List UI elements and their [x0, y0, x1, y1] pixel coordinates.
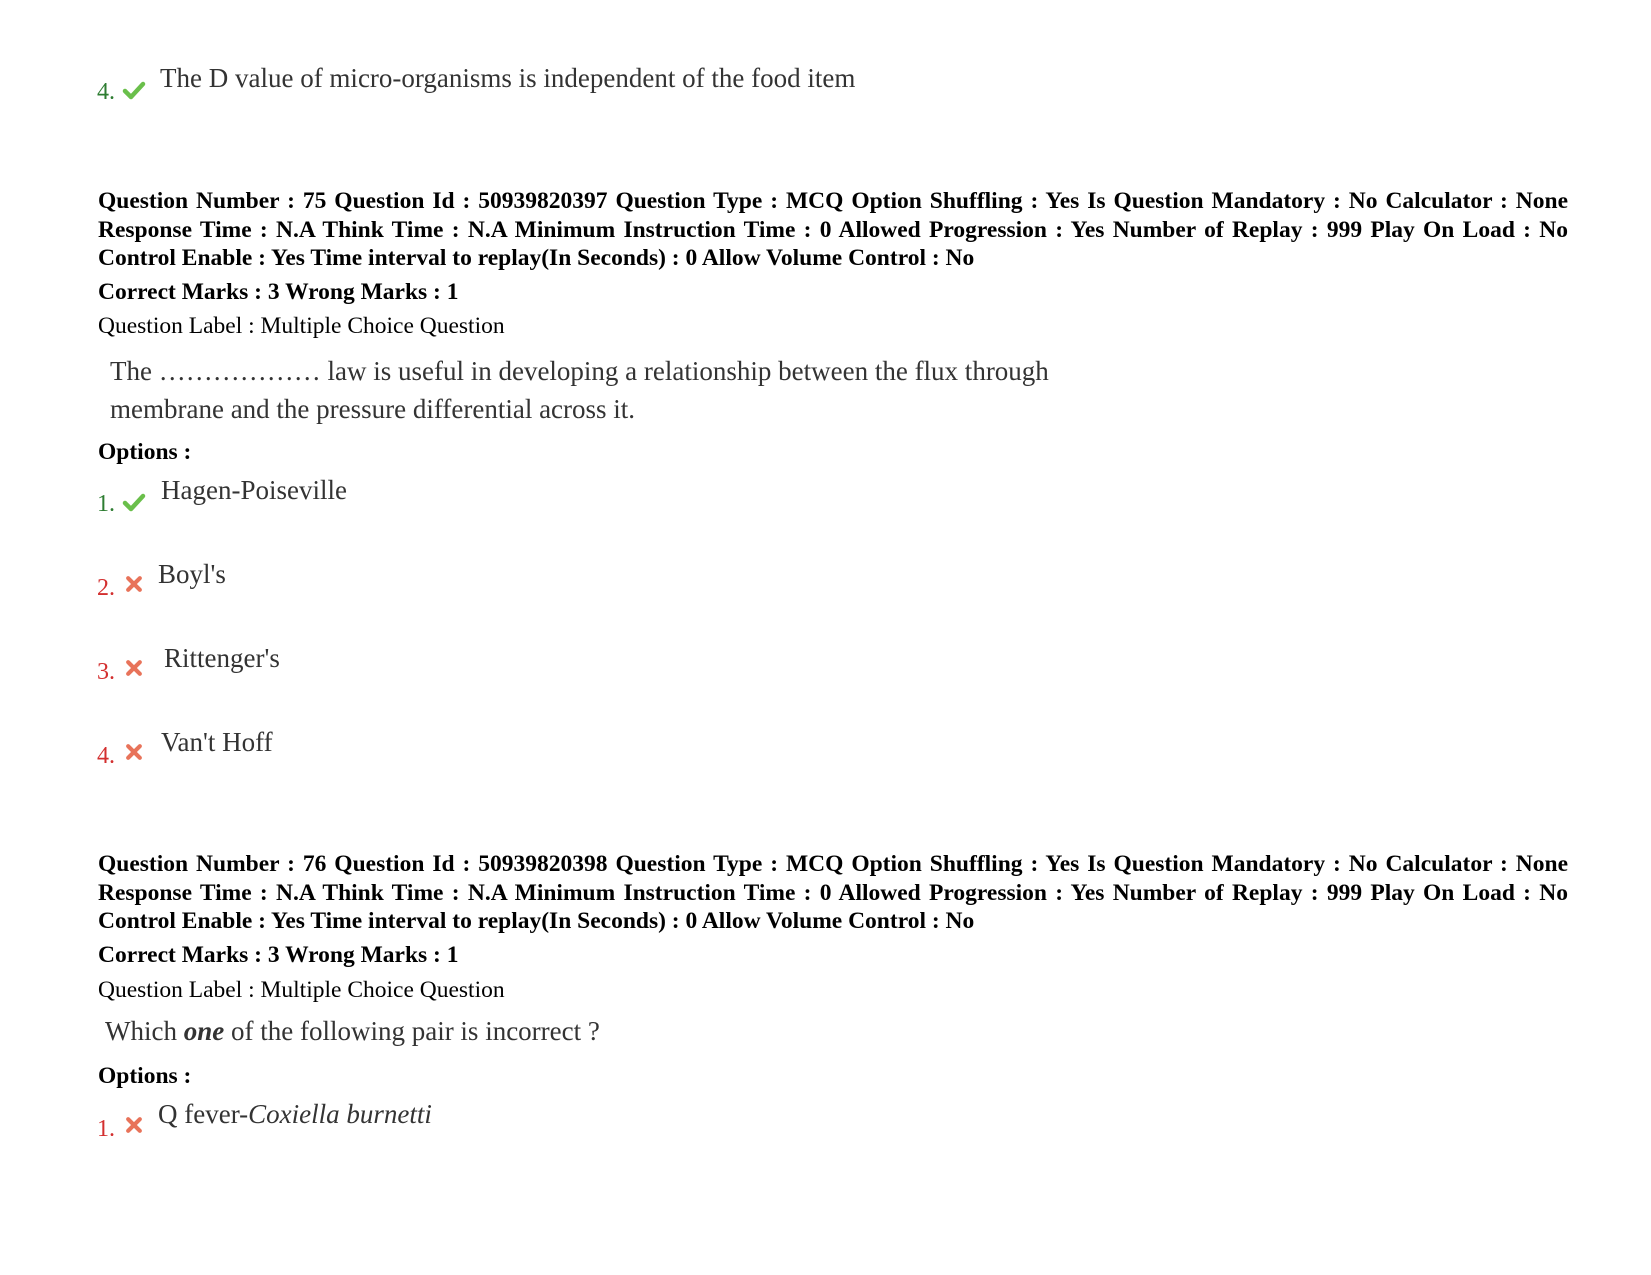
question-text-part: of the following pair is incorrect ? — [224, 1016, 600, 1046]
question-marks: Correct Marks : 3 Wrong Marks : 1 — [98, 942, 459, 968]
option-text-italic: Coxiella burnetti — [248, 1099, 432, 1129]
option-number: 3. — [97, 659, 115, 685]
cross-icon — [124, 574, 144, 594]
question-label: Question Label : Multiple Choice Question — [98, 313, 505, 339]
question-text — [110, 352, 1049, 428]
question-text — [105, 1012, 600, 1050]
question-text-line: membrane and the pressure differential across it. — [110, 394, 636, 424]
option-number: 4. — [97, 79, 115, 105]
question-text-part: Which — [105, 1016, 184, 1046]
option-text: Van't Hoff — [161, 727, 273, 757]
options-heading: Options : — [98, 1063, 192, 1089]
option-number: 1. — [97, 491, 115, 517]
question-text-line: The ……………… law is useful in developing a relationship between the flux through — [110, 356, 1049, 386]
check-icon — [122, 78, 146, 102]
cross-icon — [124, 1115, 144, 1135]
question-metadata: Question Number : 76 Question Id : 50939820398 Question Type : MCQ Option Shuffling : Yes Is Question Mandatory : No Calculator : None Response Time : N.A Think Time : N.A Minimum Instruction Time : 0 Allowed Progression : Yes Number of Replay : 999 Play On Load : No Control Enable : Yes Time interval to replay(In Seconds) : 0 Allow Volume Control : No — [98, 851, 1568, 934]
question-text-emphasis: one — [183, 1016, 225, 1046]
cross-icon — [124, 658, 144, 678]
option-text: Hagen-Poiseville — [161, 475, 347, 505]
question-marks: Correct Marks : 3 Wrong Marks : 1 — [98, 279, 459, 305]
question-label: Question Label : Multiple Choice Question — [98, 977, 505, 1003]
option-number: 4. — [97, 743, 115, 769]
option-text: The D value of micro-organisms is independent of the food item — [160, 63, 856, 93]
option-text — [158, 1099, 432, 1129]
option-text-part: Q fever- — [158, 1099, 249, 1129]
question-metadata: Question Number : 75 Question Id : 50939820397 Question Type : MCQ Option Shuffling : Yes Is Question Mandatory : No Calculator : None Response Time : N.A Think Time : N.A Minimum Instruction Time : 0 Allowed Progression : Yes Number of Replay : 999 Play On Load : No Control Enable : Yes Time interval to replay(In Seconds) : 0 Allow Volume Control : No — [98, 188, 1568, 271]
option-number: 2. — [97, 575, 115, 601]
option-text: Rittenger's — [164, 643, 280, 673]
cross-icon — [124, 742, 144, 762]
option-number: 1. — [97, 1116, 115, 1142]
options-heading: Options : — [98, 439, 192, 465]
option-text: Boyl's — [158, 559, 226, 589]
check-icon — [122, 490, 146, 514]
